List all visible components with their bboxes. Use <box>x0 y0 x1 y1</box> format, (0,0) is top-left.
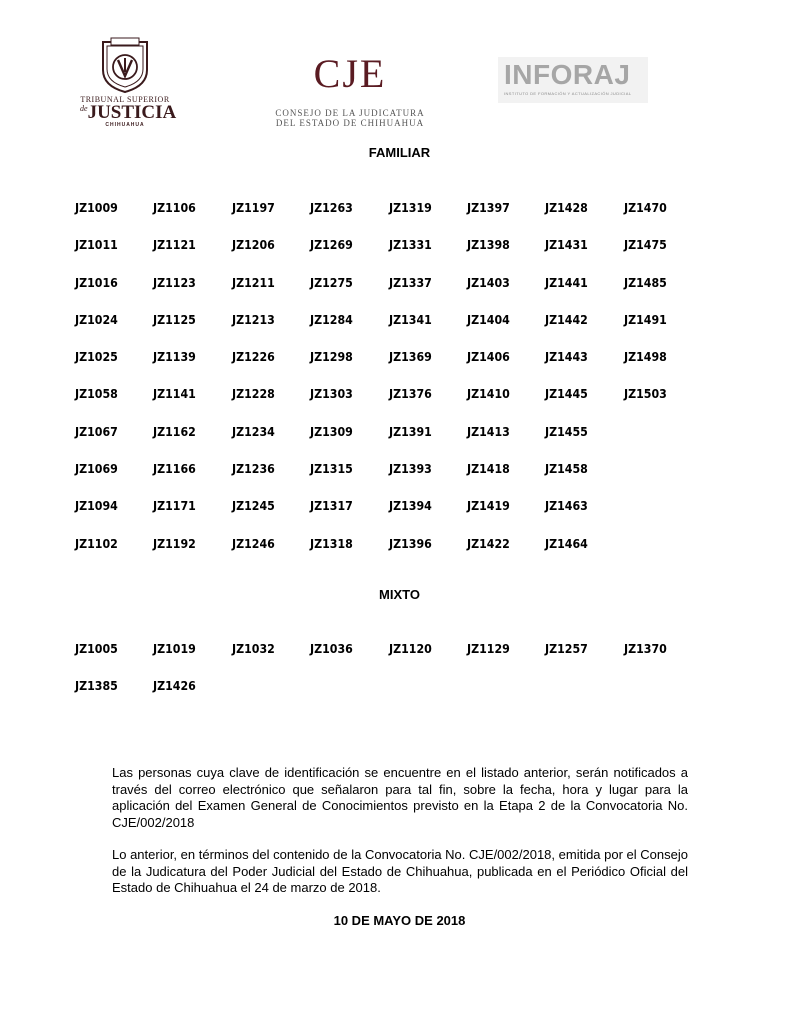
candidate-code: JZ1094 <box>75 499 118 514</box>
candidate-code: JZ1226 <box>231 350 275 365</box>
candidate-code: JZ1331 <box>388 238 432 253</box>
candidate-code: JZ1315 <box>310 462 354 477</box>
tsj-line2: $^{de}$JUSTICIA <box>80 102 177 123</box>
candidate-code: JZ1120 <box>388 642 432 656</box>
candidate-code: JZ1009 <box>75 201 118 215</box>
candidate-code: JZ1067 <box>75 424 118 439</box>
candidate-code: JZ1197 <box>231 201 275 215</box>
candidate-code: JZ1317 <box>310 499 354 514</box>
mixto-code-list <box>75 642 702 717</box>
code-row <box>75 201 702 238</box>
candidate-code: JZ1139 <box>153 350 197 365</box>
candidate-code: JZ1503 <box>623 387 667 402</box>
cje-line2: DEL ESTADO DE CHIHUAHUA <box>275 118 425 128</box>
candidate-code: JZ1141 <box>153 387 197 402</box>
candidate-code: JZ1470 <box>623 201 667 215</box>
candidate-code: JZ1166 <box>153 462 197 477</box>
candidate-code: JZ1318 <box>310 536 354 551</box>
candidate-code: JZ1391 <box>388 424 432 439</box>
section-title-familiar: FAMILIAR <box>368 145 431 160</box>
candidate-code: JZ1441 <box>545 275 589 290</box>
candidate-code: JZ1102 <box>75 536 118 551</box>
candidate-code: JZ1309 <box>310 424 354 439</box>
candidate-code: JZ1403 <box>466 275 510 290</box>
tsj-seal-icon <box>93 36 157 94</box>
candidate-code: JZ1410 <box>466 387 510 402</box>
candidate-code: JZ1422 <box>466 536 510 551</box>
candidate-code: JZ1463 <box>545 499 589 514</box>
candidate-code: JZ1458 <box>545 462 589 477</box>
candidate-code: JZ1393 <box>388 462 432 477</box>
candidate-code: JZ1298 <box>310 350 354 365</box>
candidate-code: JZ1404 <box>466 312 510 327</box>
candidate-code: JZ1106 <box>153 201 197 215</box>
candidate-code: JZ1162 <box>153 424 197 439</box>
candidate-code: JZ1032 <box>231 642 275 656</box>
code-row <box>75 537 702 574</box>
candidate-code: JZ1123 <box>153 275 197 290</box>
candidate-code: JZ1234 <box>231 424 275 439</box>
candidate-code: JZ1431 <box>545 238 589 253</box>
candidate-code: JZ1464 <box>545 536 589 551</box>
candidate-code: JZ1303 <box>310 387 354 402</box>
candidate-code: JZ1058 <box>75 387 118 402</box>
candidate-code: JZ1269 <box>310 238 354 253</box>
candidate-code: JZ1245 <box>231 499 275 514</box>
candidate-code: JZ1443 <box>545 350 589 365</box>
candidate-code: JZ1019 <box>153 642 197 656</box>
candidate-code: JZ1213 <box>231 312 275 327</box>
candidate-code: JZ1228 <box>231 387 275 402</box>
candidate-code: JZ1206 <box>231 238 275 253</box>
candidate-code: JZ1011 <box>75 238 118 253</box>
inforaj-subtitle: INSTITUTO DE FORMACIÓN Y ACTUALIZACIÓN JUDICIAL <box>504 91 632 96</box>
candidate-code: JZ1337 <box>388 275 432 290</box>
candidate-code: JZ1005 <box>75 642 118 656</box>
candidate-code: JZ1257 <box>545 642 589 656</box>
tsj-line1: TRIBUNAL SUPERIOR <box>80 95 170 104</box>
familiar-code-list <box>75 201 702 574</box>
candidate-code: JZ1211 <box>231 275 275 290</box>
code-row <box>75 387 702 424</box>
candidate-code: JZ1129 <box>466 642 510 656</box>
cje-mark: CJE <box>313 51 387 96</box>
candidate-code: JZ1069 <box>75 462 118 477</box>
candidate-code: JZ1192 <box>153 536 197 551</box>
code-row <box>75 642 702 679</box>
tsj-line3: CHIHUAHUA <box>105 122 145 128</box>
candidate-code: JZ1413 <box>466 424 510 439</box>
candidate-code: JZ1398 <box>466 238 510 253</box>
candidate-code: JZ1396 <box>388 536 432 551</box>
candidate-code: JZ1369 <box>388 350 432 365</box>
candidate-code: JZ1485 <box>623 275 667 290</box>
code-row <box>75 313 702 350</box>
candidate-code: JZ1376 <box>388 387 432 402</box>
code-row <box>75 462 702 499</box>
candidate-code: JZ1455 <box>545 424 589 439</box>
candidate-code: JZ1319 <box>388 201 432 215</box>
candidate-code: JZ1171 <box>153 499 197 514</box>
cje-line1: CONSEJO DE LA JUDICATURA <box>275 108 425 118</box>
document-date: 10 DE MAYO DE 2018 <box>333 913 466 928</box>
code-row <box>75 238 702 275</box>
section-title-mixto: MIXTO <box>379 587 420 602</box>
candidate-code: JZ1121 <box>153 238 197 253</box>
candidate-code: JZ1475 <box>623 238 667 253</box>
candidate-code: JZ1236 <box>231 462 275 477</box>
inforaj-logo <box>498 57 648 103</box>
candidate-code: JZ1385 <box>75 679 118 694</box>
cje-logo <box>270 51 430 134</box>
candidate-code: JZ1442 <box>545 312 589 327</box>
tsj-logo <box>80 36 177 128</box>
candidate-code: JZ1036 <box>310 642 354 656</box>
code-row <box>75 499 702 536</box>
candidate-code: JZ1024 <box>75 312 118 327</box>
candidate-code: JZ1263 <box>310 201 354 215</box>
candidate-code: JZ1445 <box>545 387 589 402</box>
candidate-code: JZ1491 <box>623 312 667 327</box>
inforaj-word: INFORAJ <box>504 59 631 90</box>
candidate-code: JZ1406 <box>466 350 510 365</box>
candidate-code: JZ1284 <box>310 312 354 327</box>
candidate-code: JZ1426 <box>153 679 197 694</box>
code-row <box>75 276 702 313</box>
candidate-code: JZ1394 <box>388 499 432 514</box>
notice-paragraph: Las personas cuya clave de identificación se encuentre en el listado anterior, serán notificados a través del correo electrónico que señalaron para tal fin, sobre la fecha, hora y lugar para la aplicación del Examen General de Conocimientos previsto en la Etapa 2 de la Convocatoria No. CJE/002/2018 <box>112 765 688 830</box>
candidate-code: JZ1341 <box>388 312 432 327</box>
candidate-code: JZ1419 <box>466 499 510 514</box>
code-row <box>75 425 702 462</box>
candidate-code: JZ1498 <box>623 350 667 365</box>
candidate-code: JZ1275 <box>310 275 354 290</box>
candidate-code: JZ1016 <box>75 275 118 290</box>
candidate-code: JZ1246 <box>231 536 275 551</box>
candidate-code: JZ1397 <box>466 201 510 215</box>
candidate-code: JZ1125 <box>153 312 197 327</box>
candidate-code: JZ1370 <box>623 642 667 656</box>
candidate-code: JZ1428 <box>545 201 589 215</box>
code-row <box>75 679 702 716</box>
candidate-code: JZ1025 <box>75 350 118 365</box>
candidate-code: JZ1418 <box>466 462 510 477</box>
code-row <box>75 350 702 387</box>
legal-basis-paragraph: Lo anterior, en términos del contenido de la Convocatoria No. CJE/002/2018, emitida por el Consejo de la Judicatura del Poder Judicial del Estado de Chihuahua, publicada en el Periódico Oficial del Estado de Chihuahua el 24 de marzo de 2018. <box>112 847 688 895</box>
